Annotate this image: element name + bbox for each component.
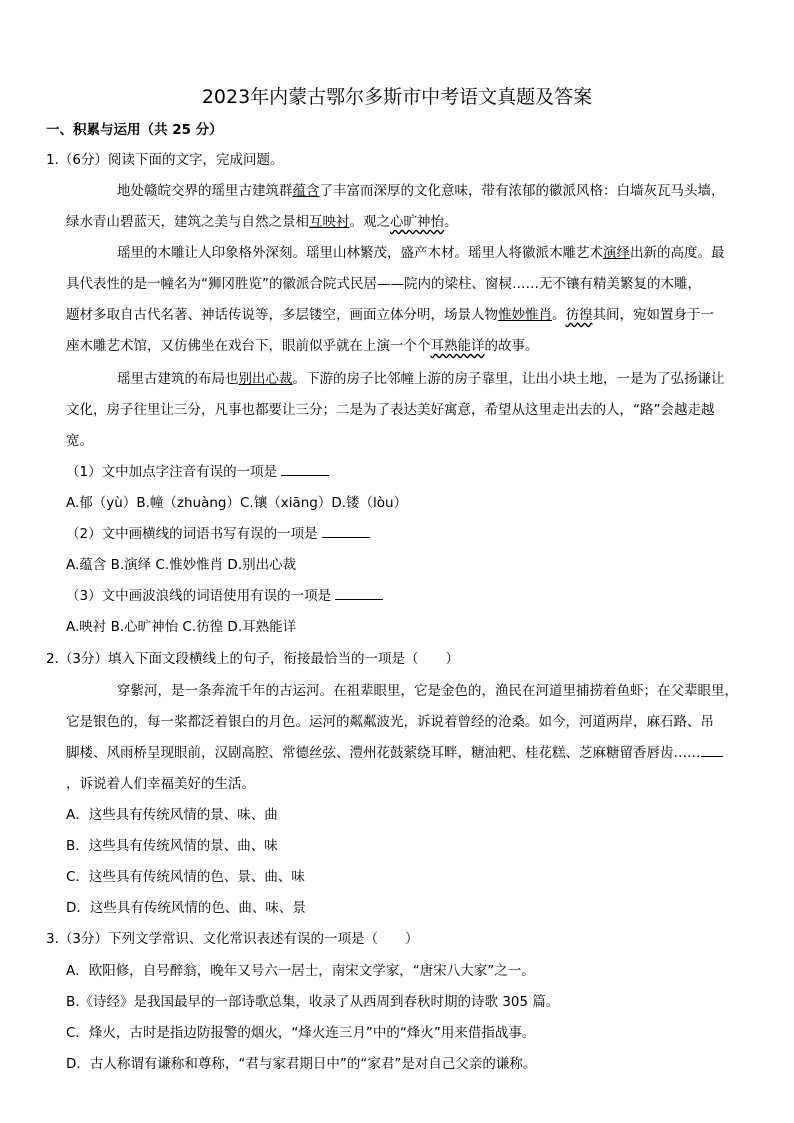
q3-option-b: B.《诗经》是我国最早的一部诗歌总集，收录了从西周到春秋时期的诗歌 305 篇。 bbox=[66, 994, 560, 1010]
q2-passage-line-1: 穿紫河，是一条奔流千年的古运河。在祖辈眼里，它是金色的，渔民在河道里捕捞着鱼虾；在父辈眼里， bbox=[117, 683, 738, 699]
q1-paragraph-1-line-2: 绿水青山碧蓝天，建筑之美与自然之景相互映衬。观之心旷神怡。 bbox=[66, 214, 458, 230]
q1-paragraph-3-line-2: 文化，房子往里让三分，凡事也都要让三分；二是为了表达美好寓意，希望从这里走出去的人，“路”会越走越 bbox=[66, 402, 715, 418]
q2-option-a: A．这些具有传统风情的景、味、曲 bbox=[66, 807, 278, 823]
q1-sub-question-1-options: A.郁（yù）B.幢（zhuàng）C.镶（xiāng）D.镂（lòu） bbox=[66, 495, 408, 511]
q3-option-a: A．欧阳修，自号醉翁，晚年又号六一居士，南宋文学家，“唐宋八大家”之一。 bbox=[66, 963, 535, 979]
q1-paragraph-2-line-1: 瑶里的木雕让人印象格外深刻。瑶里山林繁茂，盛产木材。瑶里人将徽派木雕艺术演绎出新的高度。最 bbox=[117, 245, 725, 261]
answer-blank bbox=[335, 587, 383, 600]
q1-sub-question-3: （3）文中画波浪线的词语使用有误的一项是 bbox=[66, 587, 383, 605]
answer-blank bbox=[322, 525, 370, 538]
q2-passage-line-2: 它是银色的，每一桨都泛着银白的月色。运河的粼粼波光，诉说着曾经的沧桑。如今，河道两岸，麻石路、吊 bbox=[66, 714, 714, 730]
question-3-stem: 3.（3分）下列文学常识、文化常识表述有误的一项是（ ） bbox=[46, 931, 419, 947]
answer-blank bbox=[281, 463, 329, 476]
question-2-stem: 2.（3分）填入下面文段横线上的句子，衔接最恰当的一项是（ ） bbox=[46, 651, 459, 667]
q1-paragraph-3-line-3: 宽。 bbox=[66, 433, 93, 449]
q2-passage-line-4: ，诉说着人们幸福美好的生活。 bbox=[66, 776, 255, 792]
q2-option-c: C．这些具有传统风情的色、景、曲、味 bbox=[66, 869, 305, 885]
q2-passage-line-3: 脚楼、风雨桥呈现眼前，汉剧高腔、常德丝弦、澧州花鼓萦绕耳畔，糖油粑、桂花糕、芝麻糖留香唇齿…… bbox=[66, 744, 723, 762]
q1-sub-question-1: （1）文中加点字注音有误的一项是 bbox=[66, 463, 329, 481]
q2-option-b: B．这些具有传统风情的景、曲、味 bbox=[66, 838, 278, 854]
section-heading: 一、积累与运用（共 25 分） bbox=[46, 122, 223, 138]
q3-option-c: C．烽火，古时是指边防报警的烟火，“烽火连三月”中的“烽火”用来借指战事。 bbox=[66, 1025, 536, 1041]
fill-in-blank bbox=[701, 744, 723, 757]
q1-paragraph-2-line-3: 题材多取自古代名著、神话传说等，多层镂空，画面立体分明，场景人物惟妙惟肖。彷徨其间，宛如置身于一 bbox=[66, 307, 714, 323]
q2-option-d: D．这些具有传统风情的色、曲、味、景 bbox=[66, 900, 306, 916]
q3-option-d: D．古人称谓有谦称和尊称，“君与家君期日中”的“家君”是对自己父亲的谦称。 bbox=[66, 1056, 537, 1072]
q1-paragraph-2-line-4: 座木雕艺术馆，又仿佛坐在戏台下，眼前似乎就在上演一个个耳熟能详的故事。 bbox=[66, 338, 539, 354]
q1-paragraph-2-line-2: 具代表性的是一幢名为“狮冈胜览”的徽派合院式民居——院内的梁柱、窗棂……无不镶有精美繁复的木雕， bbox=[66, 276, 701, 292]
document-title: 2023年内蒙古鄂尔多斯市中考语文真题及答案 bbox=[201, 86, 593, 108]
question-1-stem: 1.（6分）阅读下面的文字，完成问题。 bbox=[46, 152, 284, 168]
q1-sub-question-2-options: A.蕴含 B.演绎 C.惟妙惟肖 D.别出心裁 bbox=[66, 557, 297, 573]
q1-paragraph-1-line-1: 地处赣皖交界的瑶里古建筑群蕴含了丰富而深厚的文化意味，带有浓郁的徽派风格：白墙灰瓦马头墙， bbox=[117, 183, 725, 199]
q1-sub-question-2: （2）文中画横线的词语书写有误的一项是 bbox=[66, 525, 370, 543]
q1-sub-question-3-options: A.映衬 B.心旷神怡 C.彷徨 D.耳熟能详 bbox=[66, 619, 297, 635]
q1-paragraph-3-line-1: 瑶里古建筑的布局也别出心裁。下游的房子比邻幢上游的房子靠里，让出小块土地，一是为了弘扬谦让 bbox=[117, 371, 725, 387]
